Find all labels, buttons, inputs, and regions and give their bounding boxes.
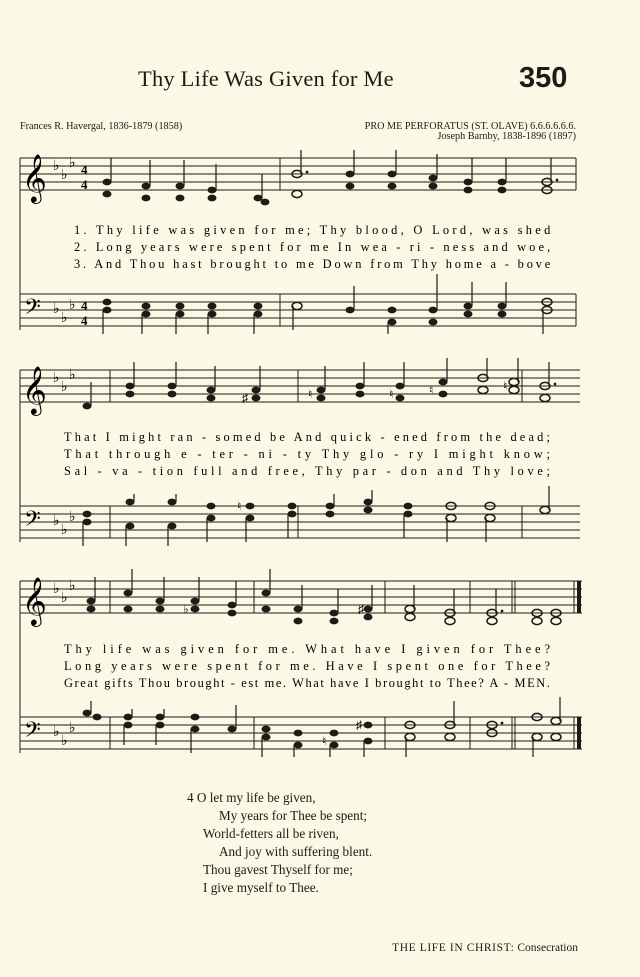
verse-4-line: And joy with suffering blent. <box>219 844 373 859</box>
lyric-line: 3. And Thou hast brought to me Down from Thy home a - bove <box>74 257 551 271</box>
treble-clef-icon: 𝄞 <box>22 156 47 202</box>
treble-clef-icon: 𝄞 <box>22 579 47 625</box>
hymn-title: Thy Life Was Given for Me <box>138 66 394 91</box>
music-system-2 <box>0 358 640 548</box>
flat-icon: ♭ <box>69 721 76 736</box>
bass-clef-icon: 𝄢 <box>24 718 41 747</box>
lyric-line: Thy life was given for me. What have I given for Thee? <box>64 642 550 656</box>
natural-icon: ♮ <box>237 499 242 513</box>
lyric-line: That I might ran - somed be And quick - ened from the dead; <box>64 430 550 444</box>
natural-icon: ♮ <box>389 387 394 401</box>
sharp-icon: ♯ <box>358 602 364 616</box>
flat-icon: ♭ <box>53 302 60 317</box>
bass-clef-icon: 𝄢 <box>24 507 41 536</box>
flat-icon: ♭ <box>53 514 60 529</box>
flat-icon: ♭ <box>61 311 68 326</box>
lyric-line: Long years were spent for me. Have I spent one for Thee? <box>64 659 550 673</box>
verse-4-line: 4 O let my life be given, <box>187 790 316 805</box>
section-footer <box>392 942 578 954</box>
lyric-line: Great gifts Thou brought - est me. What have I brought to Thee? A - MEN. <box>64 676 550 690</box>
bass-clef-icon: 𝄢 <box>24 295 41 324</box>
tune-name: PRO ME PERFORATUS (ST. OLAVE) 6.6.6.6.6.6. <box>364 121 576 132</box>
verse-4-line: World-fetters all be riven, <box>203 826 339 841</box>
sharp-icon: ♯ <box>242 391 248 405</box>
bass-staff-3 <box>20 697 582 757</box>
flat-icon: ♭ <box>61 734 68 749</box>
author-credit: Frances R. Havergal, 1836-1879 (1858) <box>20 121 183 132</box>
time-signature: 4 <box>81 162 88 177</box>
time-signature: 4 <box>81 298 88 313</box>
hymn-number: 350 <box>519 62 568 94</box>
footer-section: THE LIFE IN CHRIST: <box>392 942 515 954</box>
natural-icon: ♮ <box>429 383 434 397</box>
flat-icon: ♭ <box>69 368 76 383</box>
flat-icon: ♭ <box>61 591 68 606</box>
flat-icon: ♭ <box>61 380 68 395</box>
treble-clef-icon: 𝄞 <box>22 368 47 414</box>
flat-icon: ♭ <box>53 582 60 597</box>
music-system-1 <box>0 146 640 336</box>
footer-topic: Consecration <box>517 942 578 954</box>
lyric-line: Sal - va - tion full and free, Thy par - don and Thy love; <box>64 464 550 478</box>
flat-icon: ♭ <box>61 523 68 538</box>
sharp-icon: ♯ <box>356 718 362 732</box>
verse-4-line: Thou gavest Thyself for me; <box>203 862 353 877</box>
lyric-line: That through e - ter - ni - ty Thy glo - ry I might know; <box>64 447 550 461</box>
lyrics-system-1 <box>74 223 551 271</box>
time-signature: 4 <box>81 313 88 328</box>
bass-staff-2 <box>20 486 580 546</box>
flat-icon: ♭ <box>53 371 60 386</box>
verse-4-line: I give myself to Thee. <box>203 880 319 895</box>
lyric-line: 1. Thy life was given for me; Thy blood, O Lord, was shed <box>74 223 551 237</box>
composer-credit: Joseph Barnby, 1838-1896 (1897) <box>437 131 576 142</box>
flat-icon: ♭ <box>69 579 76 594</box>
flat-icon: ♭ <box>69 298 76 313</box>
flat-icon: ♭ <box>53 725 60 740</box>
natural-icon: ♮ <box>308 387 313 401</box>
flat-icon: ♭ <box>61 168 68 183</box>
music-system-3 <box>0 569 640 759</box>
time-signature: 4 <box>81 177 88 192</box>
natural-icon: ♮ <box>503 379 508 393</box>
flat-icon: ♭ <box>183 602 189 616</box>
flat-icon: ♭ <box>53 159 60 174</box>
flat-icon: ♭ <box>69 510 76 525</box>
lyric-line: 2. Long years were spent for me In wea - ri - ness and woe, <box>74 240 551 254</box>
natural-icon: ♮ <box>322 734 327 748</box>
verse-4-line: My years for Thee be spent; <box>219 808 368 823</box>
bass-staff-1 <box>20 274 576 334</box>
lyrics-system-3 <box>64 642 550 690</box>
lyrics-system-2 <box>64 430 550 478</box>
flat-icon: ♭ <box>69 156 76 171</box>
